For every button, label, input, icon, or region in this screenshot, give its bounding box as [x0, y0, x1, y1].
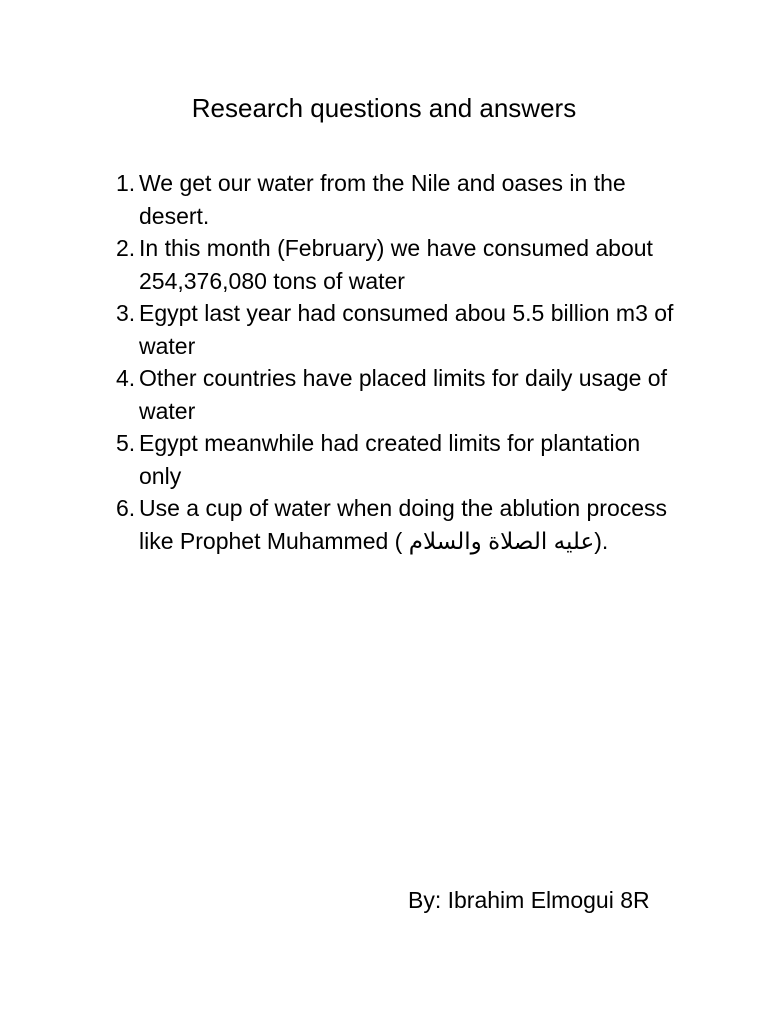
list-item: [116, 232, 676, 297]
list-item: [116, 362, 676, 427]
list-item: [116, 492, 676, 557]
item-number: 3.: [116, 300, 136, 326]
item-text: Other countries have placed limits for daily usage of water: [139, 365, 667, 424]
list-item: [116, 297, 676, 362]
page-title: Research questions and answers: [191, 93, 577, 123]
item-number: 1.: [116, 170, 136, 196]
item-number: 4.: [116, 365, 136, 391]
list-item: [116, 427, 676, 492]
item-number: 5.: [116, 430, 136, 456]
item-number: 6.: [116, 495, 136, 521]
list-item: [116, 167, 676, 232]
item-number: 2.: [116, 235, 136, 261]
author-signature: By: Ibrahim Elmogui 8R: [408, 887, 650, 913]
item-text: Use a cup of water when doing the ablution process like Prophet Muhammed ( عليه الصلاة والسلام).: [139, 495, 668, 554]
item-text: Egypt meanwhile had created limits for plantation only: [139, 430, 641, 489]
item-text: Egypt last year had consumed abou 5.5 billion m3 of water: [139, 300, 674, 359]
answers-list: [116, 167, 676, 557]
item-text: In this month (February) we have consumed about 254,376,080 tons of water: [139, 235, 653, 294]
item-text: We get our water from the Nile and oases in the desert.: [139, 170, 626, 229]
